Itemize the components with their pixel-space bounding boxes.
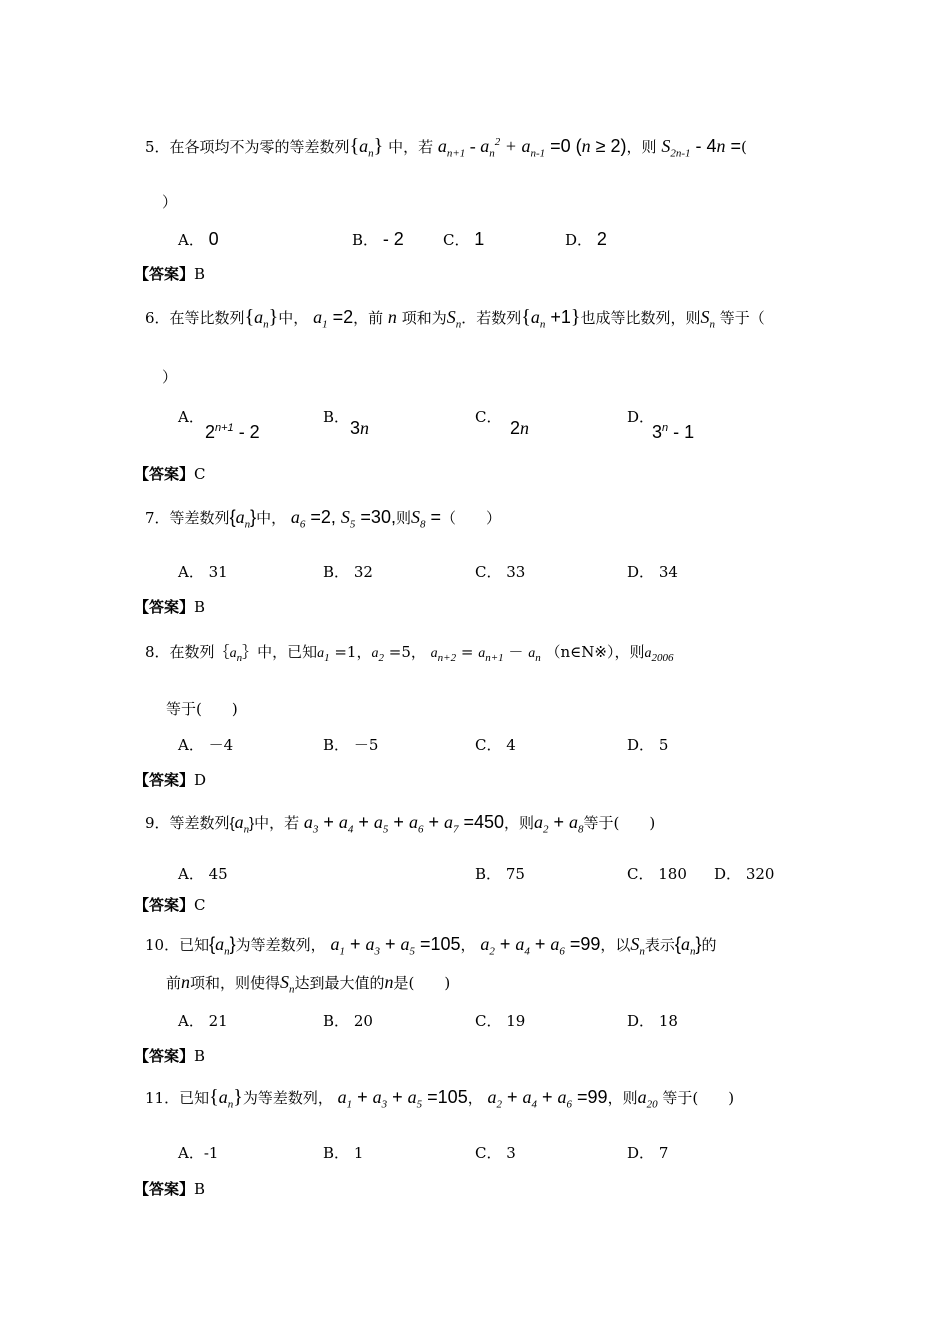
option-d-formula: 3$^n$ - 1 <box>652 422 695 442</box>
option-d[interactable]: D． 2 <box>565 229 607 249</box>
option-b[interactable]: B． 20 <box>323 1012 373 1030</box>
option-b[interactable]: B． 75 <box>475 865 525 883</box>
option-a[interactable]: A． 21 <box>178 1012 228 1030</box>
option-a[interactable]: A． 31 <box>178 563 228 581</box>
option-d[interactable]: D． 320 <box>714 865 775 883</box>
question-9: 9．等差数列$\{a_n\}$中，若 $a_3 + a_4 + a_5 + a_6 + a_7 =450$，则$a_2 + a_8$等于( ) <box>145 812 656 836</box>
question-number: 5． <box>145 138 170 156</box>
option-b[interactable]: B． －5 <box>323 736 379 754</box>
question-10-cont: 前n项和，则使得$S_n$达到最大值的n是( ) <box>166 972 451 996</box>
answer: 【答案】B <box>134 1180 206 1198</box>
question-8: 8．在数列$\{a_n\}$中，已知$a_1 =1$，$a_2 =5$， $a_{n+2} = a_{n+1} - a_n$ （n∈N※），则$a_{2006}$ <box>145 643 674 664</box>
answer: 【答案】B <box>134 598 206 616</box>
question-5: 5．在各项均不为零的等差数列$\{a_n\}$ 中，若 $a_{n+1} - a_n^2 + a_{n-1} =0$ (n ≥ 2)，则 $S_{2n-1} - 4n$ =( <box>145 135 747 160</box>
option-b[interactable]: B． <box>323 408 350 426</box>
option-d[interactable]: D． 18 <box>627 1012 678 1030</box>
option-a-formula: $2^{n+1} - 2$ <box>205 422 260 442</box>
option-a[interactable]: A． 45 <box>178 865 228 883</box>
question-11: 11．已知$\{a_n\}$为等差数列， $a_1 + a_3 + a_5 =105$， $a_2 + a_4 + a_6 =99$，则$a_{20}$ 等于( ) <box>145 1086 735 1111</box>
question-6: 6．在等比数列$\{a_n\}$中， $a_1 =2$，前 n 项和为$S_n$．若数列$\{a_n +1\}$也成等比数列，则$S_n$ 等于（ <box>145 306 765 331</box>
answer: 【答案】C <box>134 465 206 483</box>
option-a[interactable]: A． <box>178 408 204 426</box>
option-a[interactable]: A． －4 <box>178 736 234 754</box>
option-d[interactable]: D． 5 <box>627 736 669 754</box>
option-b[interactable]: B． 32 <box>323 563 373 581</box>
answer: 【答案】B <box>134 1047 206 1065</box>
document-page: 5．在各项均不为零的等差数列$\{a_n\}$ 中，若 $a_{n+1} - a_n^2 + a_{n-1} =0$ (n ≥ 2)，则 $S_{2n-1} - 4n$ =( ） A． 0 B． - 2 C． 1 D． 2 【答案】B 6．在等比数列$\{a_n\}$中， $a_1 =2$，前 n 项和为$S_n$．若数列$\{a_n +1\}$也成等比数列，则$S_n$ 等于（ ） A． $2^{n+1} - 2$ B． 3n C． 2n D． 3$^n$ - 1 【答案】C 7．等差数列$\{a_n\}$中， $a_6 =2$, $S_5 =30$,则$S_8$ =（ ） A． 31 B． 32 C． 33 D． 34 【答案】B 8．在数列$\{a_n\}$中，已知$a_1 =1$，$a_2 =5$， $a_{n+2} = a_{n+1} - a_n$ （n∈N※），则$a_{2006}$ 等于( ) A． －4 B． －5 C． 4 D． 5 【答案】D 9．等差数列$\{a_n\}$中，若 $a_3 + a_4 + a_5 + a_6 + a_7 =450$，则$a_2 + a_8$等于( ) A． 45 B． 75 C． 180 D． 320 【答案】C 10．已知$\{a_n\}$为等差数列， $a_1 + a_3 + a_5 =105$， $a_2 + a_4 + a_6 =99$，以$S_n$表示$\{a_n\}$的 前n项和，则使得$S_n$达到最大值的n是( ) A． 21 B． 20 C． 19 D． 18 【答案】B 11．已知$\{a_n\}$为等差数列， $a_1 + a_3 + a_5 =105$， $a_2 + a_4 + a_6 =99$，则$a_{20}$ 等于( ) A．-1 B． 1 C． 3 D． 7 【答案】B <box>0 0 950 1344</box>
option-d[interactable]: D． <box>627 408 655 426</box>
option-c[interactable]: C． 33 <box>475 563 526 581</box>
option-c[interactable]: C． <box>475 408 502 426</box>
option-c[interactable]: C． 1 <box>443 229 485 249</box>
option-d[interactable]: D． 34 <box>627 563 678 581</box>
answer: 【答案】C <box>134 896 206 914</box>
formula: $a_{n+1} - a_n^2 + a_{n-1}$ <box>437 136 546 160</box>
option-b[interactable]: B． 1 <box>323 1144 364 1162</box>
option-c[interactable]: C． 180 <box>627 865 687 883</box>
option-a[interactable]: A． 0 <box>178 229 219 249</box>
option-c[interactable]: C． 4 <box>475 736 516 754</box>
option-c[interactable]: C． 3 <box>475 1144 516 1162</box>
option-a[interactable]: A．-1 <box>178 1144 219 1162</box>
option-d[interactable]: D． 7 <box>627 1144 669 1162</box>
answer: 【答案】B <box>134 265 206 283</box>
option-c[interactable]: C． 19 <box>475 1012 526 1030</box>
question-7: 7．等差数列$\{a_n\}$中， $a_6 =2$, $S_5 =30$,则$S_8$ =（ ） <box>145 507 502 531</box>
answer: 【答案】D <box>134 771 207 789</box>
option-b[interactable]: B． - 2 <box>352 229 404 249</box>
option-c-formula: 2n <box>510 418 530 438</box>
option-b-formula: 3n <box>350 418 370 438</box>
question-10: 10．已知$\{a_n\}$为等差数列， $a_1 + a_3 + a_5 =105$， $a_2 + a_4 + a_6 =99$，以$S_n$表示$\{a_n\}$的 <box>145 934 717 958</box>
